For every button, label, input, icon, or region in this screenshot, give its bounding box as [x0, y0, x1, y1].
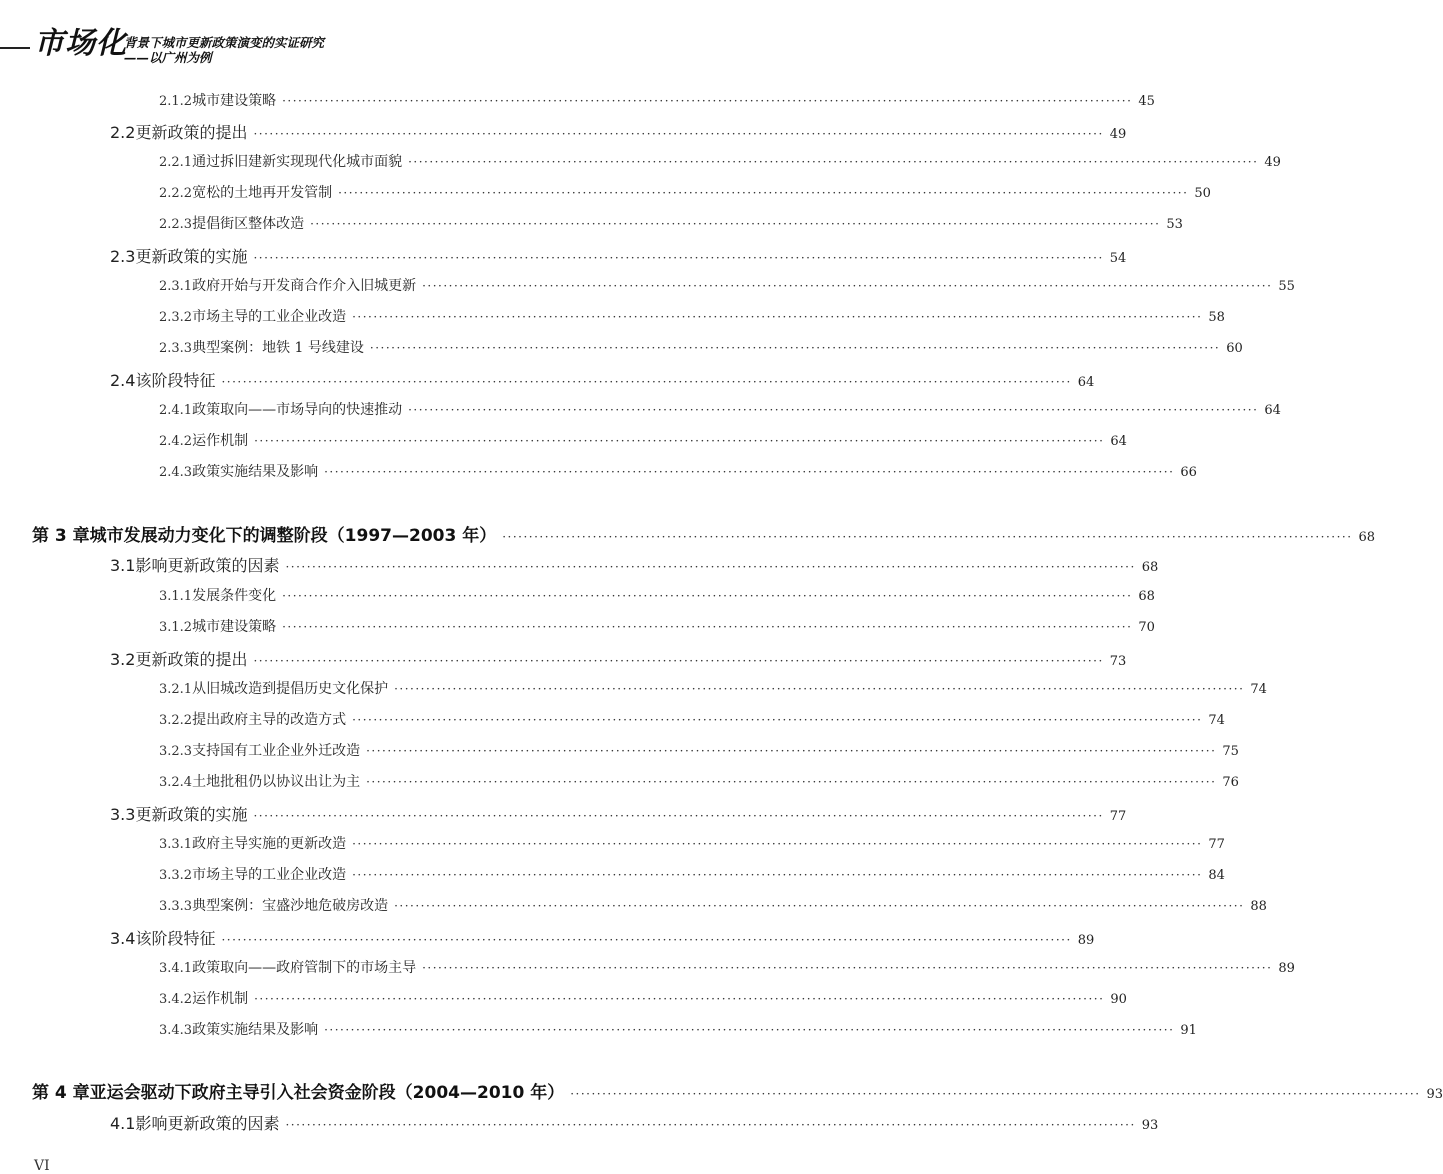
toc-entry-number: 3.4.1: [159, 961, 193, 976]
toc-entry-page: 68: [1138, 589, 1155, 604]
toc-entry-page: 93: [1141, 1118, 1159, 1133]
dot-leader: ································································································································································: [254, 992, 1105, 1006]
toc-entry-title: 城市建设策略: [192, 619, 277, 635]
toc-entry-page: 58: [1208, 310, 1225, 325]
dot-leader: ································································································································································: [285, 560, 1136, 574]
header-logo: 市场化: [34, 26, 127, 61]
toc-entry-title: 政策取向——政府管制下的市场主导: [192, 960, 417, 976]
dot-leader: ································································································································································: [253, 251, 1104, 265]
toc-entry-title: 更新政策的提出: [135, 650, 248, 669]
toc-entry-number: 2.4.1: [159, 403, 193, 418]
toc-entry-number: 第 3 章: [32, 526, 90, 546]
toc-subsection-entry: [0, 461, 1197, 481]
dot-leader: ································································································································································: [324, 1023, 1175, 1037]
toc-entry-title: 更新政策的提出: [135, 123, 248, 142]
toc-entry-page: 68: [1141, 560, 1159, 575]
toc-entry-number: 3.2.1: [159, 682, 193, 697]
toc-section-entry: [0, 802, 1127, 825]
toc-entry-page: 55: [1278, 279, 1295, 294]
toc-entry-number: 2.4.3: [159, 465, 193, 480]
toc-subsection-entry: [0, 306, 1225, 326]
toc-entry-title: 市场主导的工业企业改造: [192, 309, 347, 325]
toc-subsection-entry: [0, 275, 1295, 295]
toc-section-entry: [0, 120, 1127, 143]
toc-entry-number: 3.3: [110, 805, 136, 824]
toc-subsection-entry: [0, 337, 1243, 357]
toc-entry-page: 89: [1077, 933, 1095, 948]
dot-leader: ································································································································································: [310, 217, 1161, 231]
dot-leader: ································································································································································: [502, 530, 1353, 544]
toc-entry-page: 90: [1110, 992, 1127, 1007]
toc-subsection-entry: [0, 709, 1225, 729]
toc-subsection-entry: [0, 399, 1281, 419]
toc-subsection-entry: [0, 864, 1225, 884]
toc-entry-page: 74: [1208, 713, 1225, 728]
toc-entry-page: 74: [1250, 682, 1267, 697]
toc-entry-page: 53: [1166, 217, 1183, 232]
toc-entry-page: 89: [1278, 961, 1295, 976]
toc-entry-number: 4.1: [110, 1114, 136, 1133]
toc-chapter-entry: [0, 1078, 1443, 1103]
toc-entry-page: 76: [1222, 775, 1239, 790]
toc-entry-number: 3.3.3: [159, 899, 193, 914]
toc-entry-number: 2.4.2: [159, 434, 193, 449]
dot-leader: ································································································································································: [352, 868, 1203, 882]
dot-leader: ································································································································································: [394, 682, 1245, 696]
toc-subsection-entry: [0, 957, 1295, 977]
toc-entry-title: 通过拆旧建新实现现代化城市面貌: [192, 154, 403, 170]
toc-entry-number: 3.2.3: [159, 744, 193, 759]
toc-entry-title: 宽松的土地再开发管制: [192, 185, 333, 201]
toc-entry-title: 运作机制: [192, 991, 249, 1007]
toc-entry-number: 2.3.3: [159, 341, 193, 356]
dot-leader: ································································································································································: [324, 465, 1175, 479]
dot-leader: ································································································································································: [253, 809, 1104, 823]
toc-subsection-entry: [0, 90, 1155, 110]
toc-entry-number: 2.3: [110, 247, 136, 266]
toc-entry-number: 2.4: [110, 371, 136, 390]
toc-entry-number: 3.4: [110, 929, 136, 948]
toc-entry-title: 发展条件变化: [192, 588, 277, 604]
toc-subsection-entry: [0, 771, 1239, 791]
toc-entry-number: 3.3.1: [159, 837, 193, 852]
dot-leader: ································································································································································: [253, 654, 1104, 668]
dot-leader: ································································································································································: [282, 94, 1133, 108]
toc-entry-number: 3.2.2: [159, 713, 193, 728]
toc-section-entry: [0, 553, 1159, 576]
toc-entry-title: 市场主导的工业企业改造: [192, 867, 347, 883]
toc-entry-title: 政策实施结果及影响: [192, 464, 319, 480]
dot-leader: ································································································································································: [408, 155, 1259, 169]
toc-entry-title: 该阶段特征: [135, 371, 216, 390]
toc-entry-page: 88: [1250, 899, 1267, 914]
toc-subsection-entry: [0, 616, 1155, 636]
toc-entry-title: 更新政策的实施: [135, 247, 248, 266]
toc-entry-number: 3.2: [110, 650, 136, 669]
toc-entry-title: 影响更新政策的因素: [135, 1114, 280, 1133]
toc-entry-title: 典型案例：宝盛沙地危破房改造: [192, 898, 389, 914]
toc-entry-page: 49: [1109, 127, 1127, 142]
toc-entry-title: 影响更新政策的因素: [135, 556, 280, 575]
toc-entry-number: 2.2.2: [159, 186, 193, 201]
dot-leader: ································································································································································: [285, 1118, 1136, 1132]
toc-entry-title: 城市发展动力变化下的调整阶段（1997—2003 年）: [89, 526, 497, 546]
toc-entry-number: 3.4.2: [159, 992, 193, 1007]
dot-leader: ································································································································································: [221, 375, 1072, 389]
toc-entry-page: 64: [1110, 434, 1127, 449]
toc-entry-page: 45: [1138, 94, 1155, 109]
toc-subsection-entry: [0, 833, 1225, 853]
dot-leader: ································································································································································: [221, 933, 1072, 947]
toc-entry-number: 2.3.1: [159, 279, 193, 294]
dot-leader: ································································································································································: [352, 837, 1203, 851]
toc-entry-page: 77: [1208, 837, 1225, 852]
toc-subsection-entry: [0, 585, 1155, 605]
dot-leader: ································································································································································: [338, 186, 1189, 200]
toc-subsection-entry: [0, 988, 1127, 1008]
toc-entry-page: 75: [1222, 744, 1239, 759]
toc-entry-number: 2.2: [110, 123, 136, 142]
dot-leader: ································································································································································: [254, 434, 1105, 448]
toc-entry-title: 政府开始与开发商合作介入旧城更新: [192, 278, 417, 294]
toc-subsection-entry: [0, 213, 1183, 233]
header-subtitle-line1: 背景下城市更新政策演变的实证研究: [124, 35, 325, 50]
toc-section-entry: [0, 647, 1127, 670]
toc-entry-number: 3.1: [110, 556, 136, 575]
toc-section-entry: [0, 926, 1095, 949]
toc-entry-page: 64: [1264, 403, 1281, 418]
toc-subsection-entry: [0, 740, 1239, 760]
dot-leader: ································································································································································: [408, 403, 1259, 417]
toc-entry-number: 3.2.4: [159, 775, 193, 790]
toc-entry-title: 运作机制: [192, 433, 249, 449]
toc-entry-page: 60: [1226, 341, 1243, 356]
toc-entry-page: 68: [1358, 530, 1376, 545]
toc-entry-number: 3.1.1: [159, 589, 193, 604]
page-number-footer: VI: [34, 1158, 50, 1174]
toc-section-entry: [0, 244, 1127, 267]
toc-entry-number: 2.3.2: [159, 310, 193, 325]
toc-entry-title: 更新政策的实施: [135, 805, 248, 824]
toc-entry-number: 2.2.1: [159, 155, 193, 170]
dot-leader: ································································································································································: [369, 341, 1221, 355]
toc-entry-page: 70: [1138, 620, 1155, 635]
toc-entry-page: 77: [1109, 809, 1127, 824]
toc-entry-page: 66: [1180, 465, 1197, 480]
toc-subsection-entry: [0, 895, 1267, 915]
toc-entry-page: 54: [1109, 251, 1127, 266]
toc-entry-page: 91: [1180, 1023, 1197, 1038]
toc-entry-title: 政策取向——市场导向的快速推动: [192, 402, 403, 418]
dot-leader: ································································································································································: [352, 310, 1203, 324]
dot-leader: ································································································································································: [282, 620, 1133, 634]
toc-entry-title: 亚运会驱动下政府主导引入社会资金阶段（2004—2010 年）: [89, 1083, 565, 1103]
toc-entry-number: 3.4.3: [159, 1023, 193, 1038]
dot-leader: ································································································································································: [422, 279, 1273, 293]
toc-entry-title: 典型案例：地铁 1 号线建设: [192, 340, 364, 356]
toc-entry-title: 政策实施结果及影响: [192, 1022, 319, 1038]
toc-entry-title: 城市建设策略: [192, 93, 277, 109]
toc-entry-number: 3.3.2: [159, 868, 193, 883]
toc-entry-title: 土地批租仍以协议出让为主: [192, 774, 361, 790]
toc-entry-page: 64: [1077, 375, 1095, 390]
toc-subsection-entry: [0, 430, 1127, 450]
dot-leader: ································································································································································: [394, 899, 1245, 913]
toc-entry-title: 该阶段特征: [135, 929, 216, 948]
toc-subsection-entry: [0, 151, 1281, 171]
toc-entry-title: 提倡街区整体改造: [192, 216, 305, 232]
toc-subsection-entry: [0, 182, 1211, 202]
dot-leader: ································································································································································: [282, 589, 1133, 603]
toc-entry-page: 50: [1194, 186, 1211, 201]
toc-entry-page: 84: [1208, 868, 1225, 883]
toc-entry-title: 政府主导实施的更新改造: [192, 836, 347, 852]
toc-entry-page: 73: [1109, 654, 1127, 669]
toc-entry-title: 提出政府主导的改造方式: [192, 712, 347, 728]
dot-leader: ································································································································································: [352, 713, 1203, 727]
toc-entry-page: 93: [1426, 1087, 1443, 1102]
dot-leader: ································································································································································: [366, 744, 1217, 758]
toc-chapter-entry: [0, 521, 1376, 546]
dot-leader: ································································································································································: [253, 127, 1104, 141]
toc-entry-number: 2.2.3: [159, 217, 193, 232]
toc-entry-title: 支持国有工业企业外迁改造: [192, 743, 361, 759]
toc-entry-page: 49: [1264, 155, 1281, 170]
toc-subsection-entry: [0, 678, 1267, 698]
toc-section-entry: [0, 368, 1095, 391]
dot-leader: ································································································································································: [570, 1087, 1421, 1101]
toc-entry-number: 第 4 章: [32, 1083, 90, 1103]
toc-entry-number: 3.1.2: [159, 620, 193, 635]
header-subtitle-line2: ——以广州为例: [124, 50, 212, 65]
toc-entry-title: 从旧城改造到提倡历史文化保护: [192, 681, 389, 697]
dot-leader: ································································································································································: [422, 961, 1273, 975]
toc-subsection-entry: [0, 1019, 1197, 1039]
toc-entry-number: 2.1.2: [159, 94, 193, 109]
dot-leader: ································································································································································: [366, 775, 1217, 789]
toc-section-entry: [0, 1111, 1159, 1134]
